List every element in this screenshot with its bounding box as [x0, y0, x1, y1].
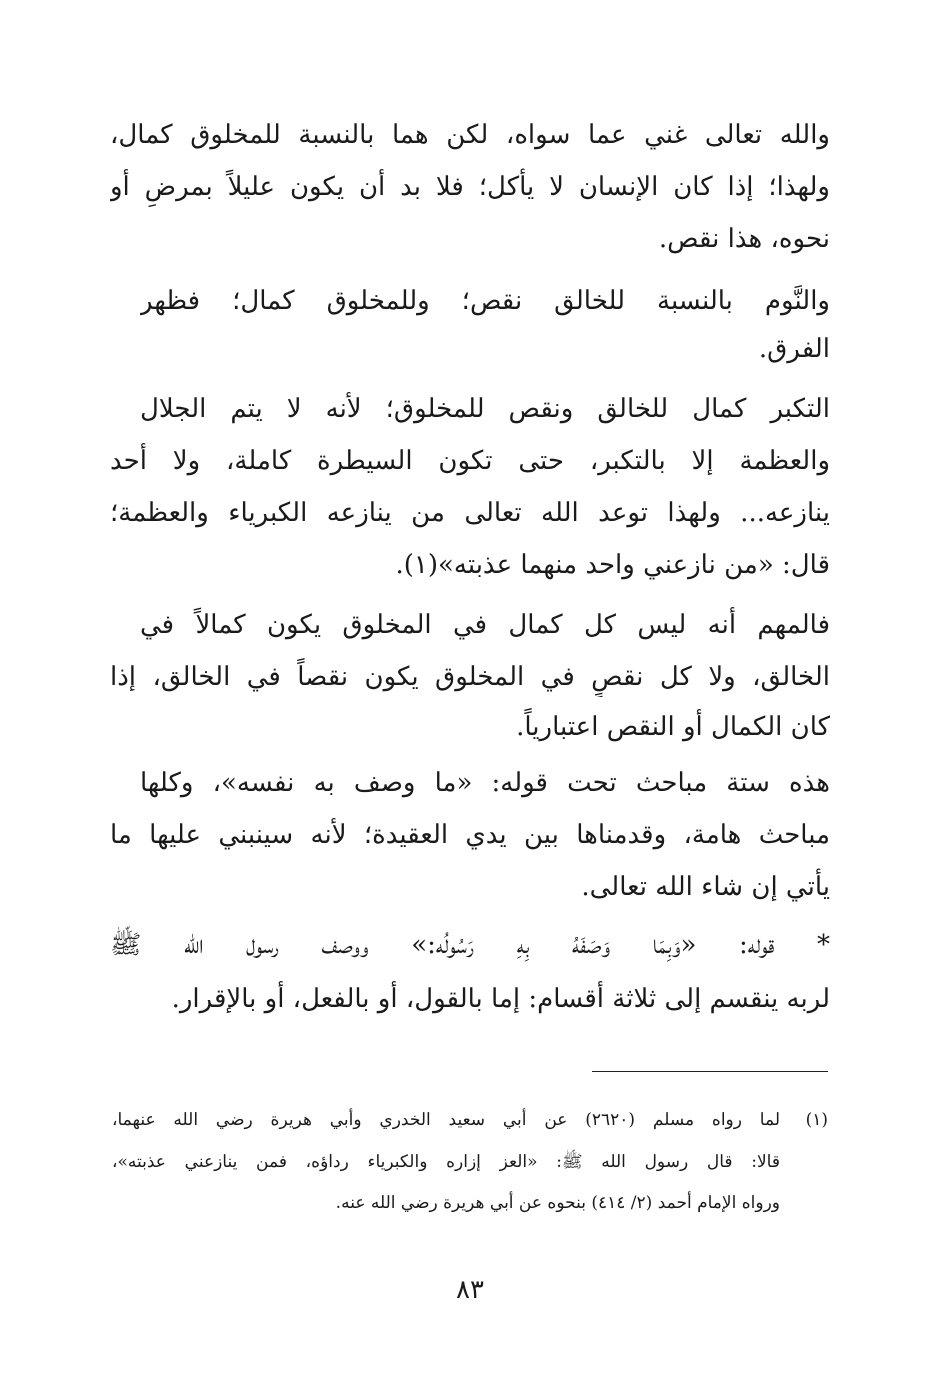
body-line: هذه ستة مباحث تحت قوله: «ما وصف به نفسه»، وكلها — [140, 768, 830, 798]
body-line: التكبر كمال للخالق ونقص للمخلوق؛ لأنه لا يتم الجلال — [140, 394, 830, 424]
body-line: فالمهم أنه ليس كل كمال في المخلوق يكون كمالاً في — [140, 610, 830, 640]
body-line: * قوله: «وَبِمَا وَصَفَهُ بِهِ رَسُولُه:» ووصف رسول الله ﷺ — [110, 930, 830, 960]
body-line: والنَّوم بالنسبة للخالق نقص؛ وللمخلوق كمال؛ فظهر — [140, 286, 830, 316]
footnote-separator — [592, 1071, 828, 1072]
body-line: ينازعه... ولهذا توعد الله تعالى من ينازعه الكبرياء والعظمة؛ — [110, 498, 830, 528]
body-line: الخالق، ولا كل نقصٍ في المخلوق يكون نقصاً في الخالق، إذا — [110, 662, 830, 692]
body-line: والله تعالى غني عما سواه، لكن هما بالنسبة للمخلوق كمال، — [110, 120, 830, 150]
footnote-marker: (١) — [805, 1110, 828, 1130]
footnote-line: قالا: قال رسول الله ﷺ: «العز إزاره والكبرياء رداؤه، فمن ينازعني عذبته»، — [112, 1152, 780, 1172]
body-line: مباحث هامة، وقدمناها بين يدي العقيدة؛ لأنه سينبني عليها ما — [110, 820, 830, 850]
body-line: قال: «من نازعني واحد منهما عذبته»(١). — [395, 550, 830, 580]
body-line: والعظمة إلا بالتكبر، حتى تكون السيطرة كاملة، ولا أحد — [110, 446, 830, 476]
body-line: يأتي إن شاء الله تعالى. — [581, 872, 830, 902]
body-line: نحوه، هذا نقص. — [658, 224, 830, 254]
footnote-line: لما رواه مسلم (٢٦٢٠) عن أبي سعيد الخدري وأبي هريرة رضي الله عنهما، — [112, 1110, 780, 1130]
body-line: الفرق. — [758, 334, 830, 364]
footnote-line: ورواه الإمام أحمد (٢/ ٤١٤) بنحوه عن أبي هريرة رضي الله عنه. — [335, 1193, 780, 1213]
page-number: ٨٣ — [456, 1275, 484, 1305]
body-line: لربه ينقسم إلى ثلاثة أقسام: إما بالقول، أو بالفعل، أو بالإقرار. — [171, 984, 830, 1014]
body-line: كان الكمال أو النقص اعتبارياً. — [516, 712, 830, 742]
body-line: ولهذا؛ إذا كان الإنسان لا يأكل؛ فلا بد أن يكون عليلاً بمرضٍ أو — [110, 172, 830, 202]
